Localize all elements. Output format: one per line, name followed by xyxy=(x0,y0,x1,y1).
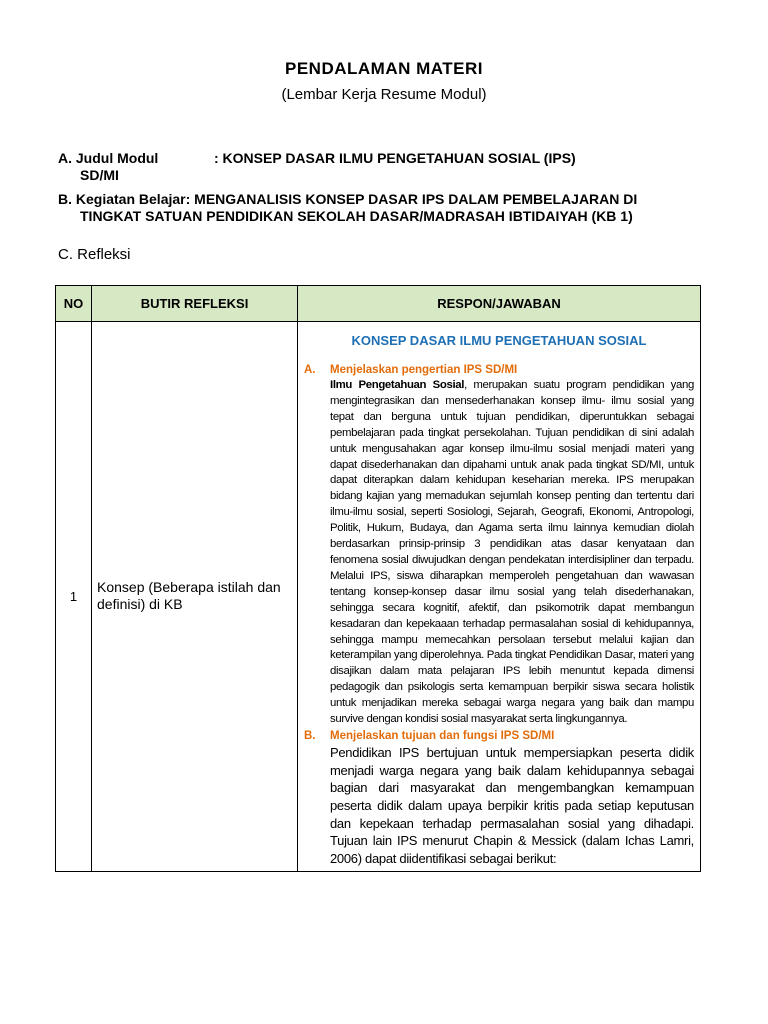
section-b-content: : MENGANALISIS KONSEP DASAR IPS DALAM PEMBELAJARAN DI xyxy=(185,191,638,207)
response-cell xyxy=(298,322,701,872)
section-b-content-cont: TINGKAT SATUAN PENDIDIKAN SEKOLAH DASAR/MADRASAH IBTIDAIYAH (KB 1) xyxy=(80,208,633,224)
reflection-item: Konsep (Beberapa istilah dan definisi) di KB xyxy=(92,322,298,872)
reflection-table xyxy=(55,285,701,872)
item-a-text: , merupakan suatu program pendidikan yang mengintegrasikan dan mensederhanakan konsep ilmu- ilmu sosial yang tepat dan berguna untuk tujuan pendidikan, diperuntukkan sebagai pembelajaran pada tingkat persekolahan. Tujuan pendidikan di sini adalah untuk mengusahakan agar konsep ilmu-ilmu sosial menjadi materi yang dapat disederhanakan dan dipahami untuk anak pada tingkat SD/MI, untuk dapat diterapkan dalam kehidupan keseharian mereka. IPS merupakan bidang kajian yang memadukan sejumlah konsep penting dan tertentu dari ilmu-ilmu sosial, seperti Sosiologi, Sejarah, Geografi, Ekonomi, Antropologi, Politik, Hukum, Budaya, dan Agama serta ilmu lainnya kemudian diolah berdasarkan prinsip-prinsip 3 pendidikan atas dasar kenyataan dan fenomena sosial diwujudkan dengan pendekatan interdisipliner dan terpadu. Melalui IPS, siswa diharapkan memperoleh pengetahuan dan wawasan tentang konsep-konsep dasar ilmu sosial yang telah disederhanakan, sehingga secara kognitif, afektif, dan psikomotrik dapat membangun kesadaran dan kepekaaan terhadap permasalahan sosial di kehidupannya, sehingga mampu memecahkan persolaan tersebut melalui kajian dan keterampilan yang diperolehnya. Pada tingkat Pendidikan Dasar, materi yang disajikan dalam mata pelajaran IPS lebih menuntut kepada dimensi pedagogik dan psikologis serta kemampuan berpikir siswa secara holistik untuk menjadikan mereka sebagai warga negara yang baik dan mampu survive dengan kondisi sosial masyarakat serta lingkungannya. xyxy=(330,379,694,726)
item-a-heading xyxy=(304,362,694,378)
item-b-marker: B. xyxy=(304,729,316,742)
section-c-reflection: C. Refleksi xyxy=(58,246,131,263)
section-a-label: A. Judul Modul xyxy=(58,150,159,166)
item-b-paragraph: Pendidikan IPS bertujuan untuk mempersiapkan peserta didik menjadi warga negara yang baik dalam kehidupannya sebagai bagian dari masyarakat dan mengembangkan kemampuan peserta didik dalam upaya berpikir kritis pada setiap keputusan dan kepekaan terhadap permasalahan sosial yang dihadapi. Tujuan lain IPS menurut Chapin & Messick (dalam Ichas Lamri, 2006) dapat diidentifikasi sebagai berikut: xyxy=(330,744,694,867)
section-a-module-title xyxy=(58,150,576,184)
section-a-content-cont: SD/MI xyxy=(80,167,119,183)
table-header-row xyxy=(56,286,701,322)
item-a-marker: A. xyxy=(304,364,316,376)
item-b-heading xyxy=(304,728,694,744)
header-butir-refleksi: BUTIR REFLEKSI xyxy=(92,286,298,322)
item-b-title: Menjelaskan tujuan dan fungsi IPS SD/MI xyxy=(330,729,555,742)
header-no: NO xyxy=(56,286,92,322)
page-title: PENDALAMAN MATERI xyxy=(284,59,483,78)
item-a-paragraph xyxy=(330,378,694,728)
section-b-label: B. Kegiatan Belajar xyxy=(58,191,186,207)
response-heading: KONSEP DASAR ILMU PENGETAHUAN SOSIAL xyxy=(351,333,647,348)
table-row xyxy=(56,322,701,872)
section-a-content: : KONSEP DASAR ILMU PENGETAHUAN SOSIAL (IPS) xyxy=(214,150,576,166)
row-number: 1 xyxy=(56,322,92,872)
item-a-title: Menjelaskan pengertian IPS SD/MI xyxy=(330,364,518,376)
section-b-learning-activity xyxy=(58,191,698,225)
item-a-bold-term: Ilmu Pengetahuan Sosial xyxy=(330,379,465,391)
page-subtitle: (Lembar Kerja Resume Modul) xyxy=(281,86,487,103)
header-respon-jawaban: RESPON/JAWABAN xyxy=(298,286,701,322)
